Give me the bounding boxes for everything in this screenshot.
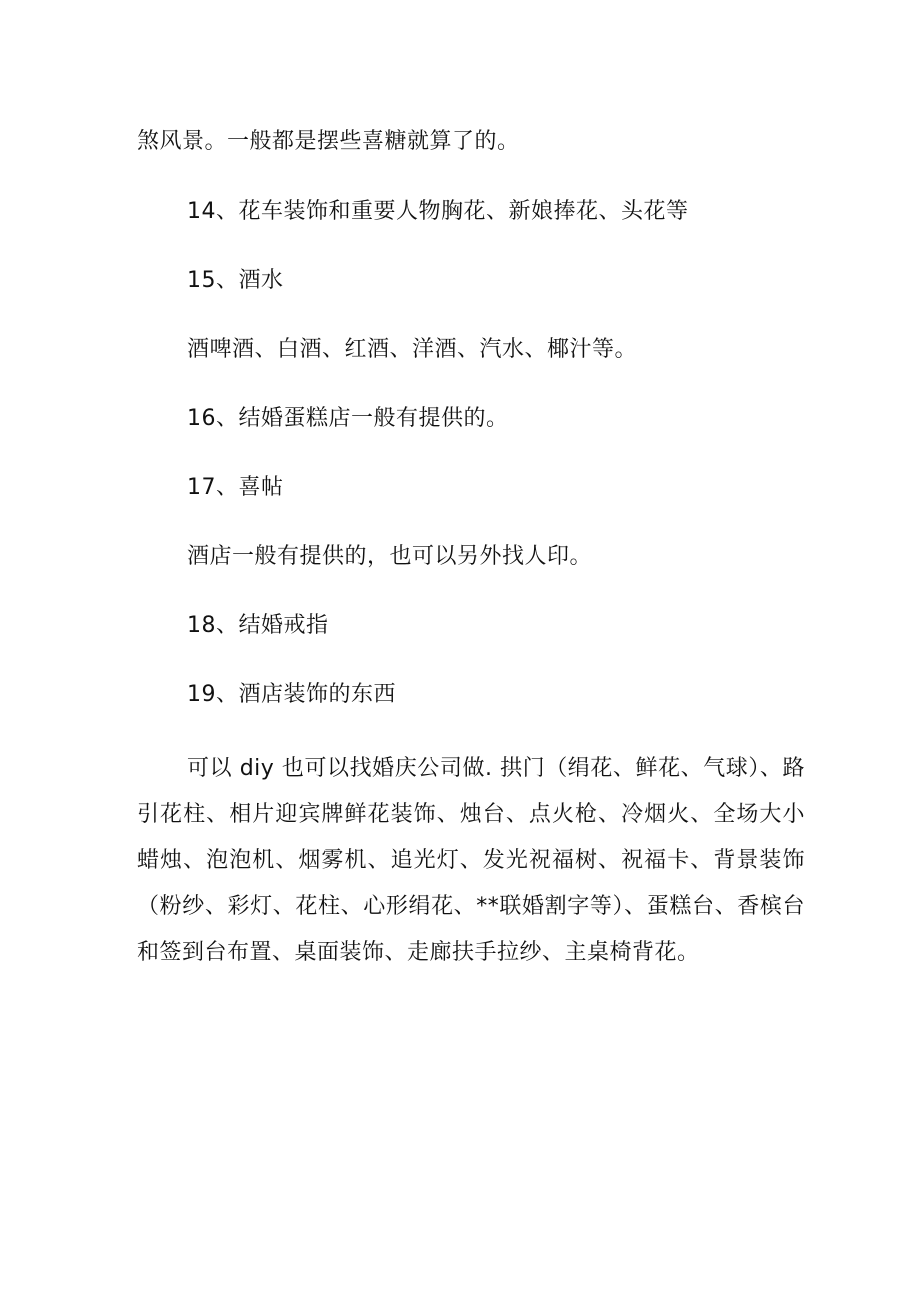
list-item-18: 18、结婚戒指 [187,613,329,638]
text-line-drinks: 酒啤酒、白酒、红酒、洋酒、汽水、椰汁等。 [187,337,638,362]
text-line-continuation: 煞风景。一般都是摆些喜糖就算了的。 [137,129,520,154]
list-item-17: 17、喜帖 [187,475,284,500]
decoration-paragraph: 可以 diy 也可以找婚庆公司做. 拱门（绢花、鲜花、气球）、路引花柱、相片迎宾牌鲜花装饰、烛台、点火枪、冷烟火、全场大小蜡烛、泡泡机、烟雾机、追光灯、发光祝福树、祝福卡、背景装饰（粉纱、彩灯、花柱、心形绢花、**联婚割字等）、蛋糕台、香槟台和签到台布置、桌面装饰、走廊扶手拉纱、主桌椅背花。 [137,756,805,965]
list-item-16: 16、结婚蛋糕店一般有提供的。 [187,406,509,431]
text-line-invitations: 酒店一般有提供的，也可以另外找人印。 [187,544,593,569]
list-item-15: 15、酒水 [187,268,284,293]
list-item-14: 14、花车装饰和重要人物胸花、新娘捧花、头花等 [187,199,689,224]
list-item-19: 19、酒店装饰的东西 [187,682,396,707]
